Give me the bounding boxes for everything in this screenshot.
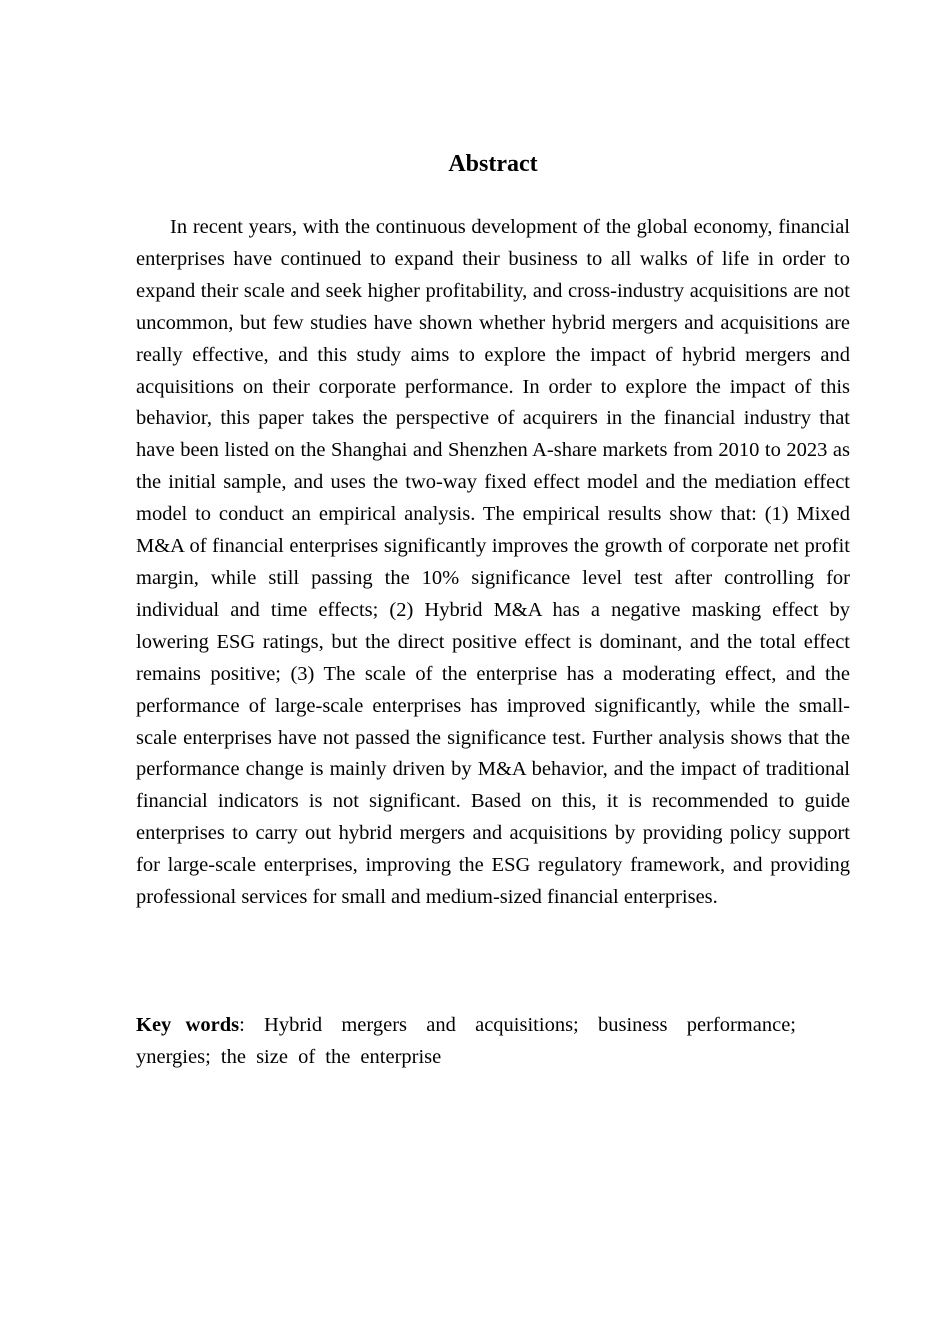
abstract-title: Abstract: [448, 151, 538, 177]
abstract-paragraph: In recent years, with the continuous development of the global economy, financial enterprises have continued to expand their business to all walks of life in order to expand their scale and seek higher profitability, and cross-industry acquisitions are not uncommon, but few studies have shown whether hybrid mergers and acquisitions are really effective, and this study aims to explore the impact of hybrid mergers and acquisitions on their corporate performance. In order to explore the impact of this behavior, this paper takes the perspective of acquirers in the financial industry that have been listed on the Shanghai and Shenzhen A-share markets from 2010 to 2023 as the initial sample, and uses the two-way fixed effect model and the mediation effect model to conduct an empirical analysis. The empirical results show that: (1) Mixed M&A of financial enterprises significantly improves the growth of corporate net profit margin, while still passing the 10% significance level test after controlling for individual and time effects; (2) Hybrid M&A has a negative masking effect by lowering ESG ratings, but the direct positive effect is dominant, and the total effect remains positive; (3) The scale of the enterprise has a moderating effect, and the performance of large-scale enterprises has improved significantly, while the small-scale enterprises have not passed the significance test. Further analysis shows that the performance change is mainly driven by M&A behavior, and the impact of traditional financial indicators is not significant. Based on this, it is recommended to guide enterprises to carry out hybrid mergers and acquisitions by providing policy support for large-scale enterprises, improving the ESG regulatory framework, and providing professional services for small and medium-sized financial enterprises.: [136, 216, 850, 909]
keywords-separator: :: [239, 1014, 245, 1036]
keywords-line: [136, 1010, 796, 1074]
keywords-text: Hybrid mergers and acquisitions; business performance; ynergies; the size of the enterprise: [136, 1014, 796, 1068]
keywords-label: Key words: [136, 1014, 240, 1036]
